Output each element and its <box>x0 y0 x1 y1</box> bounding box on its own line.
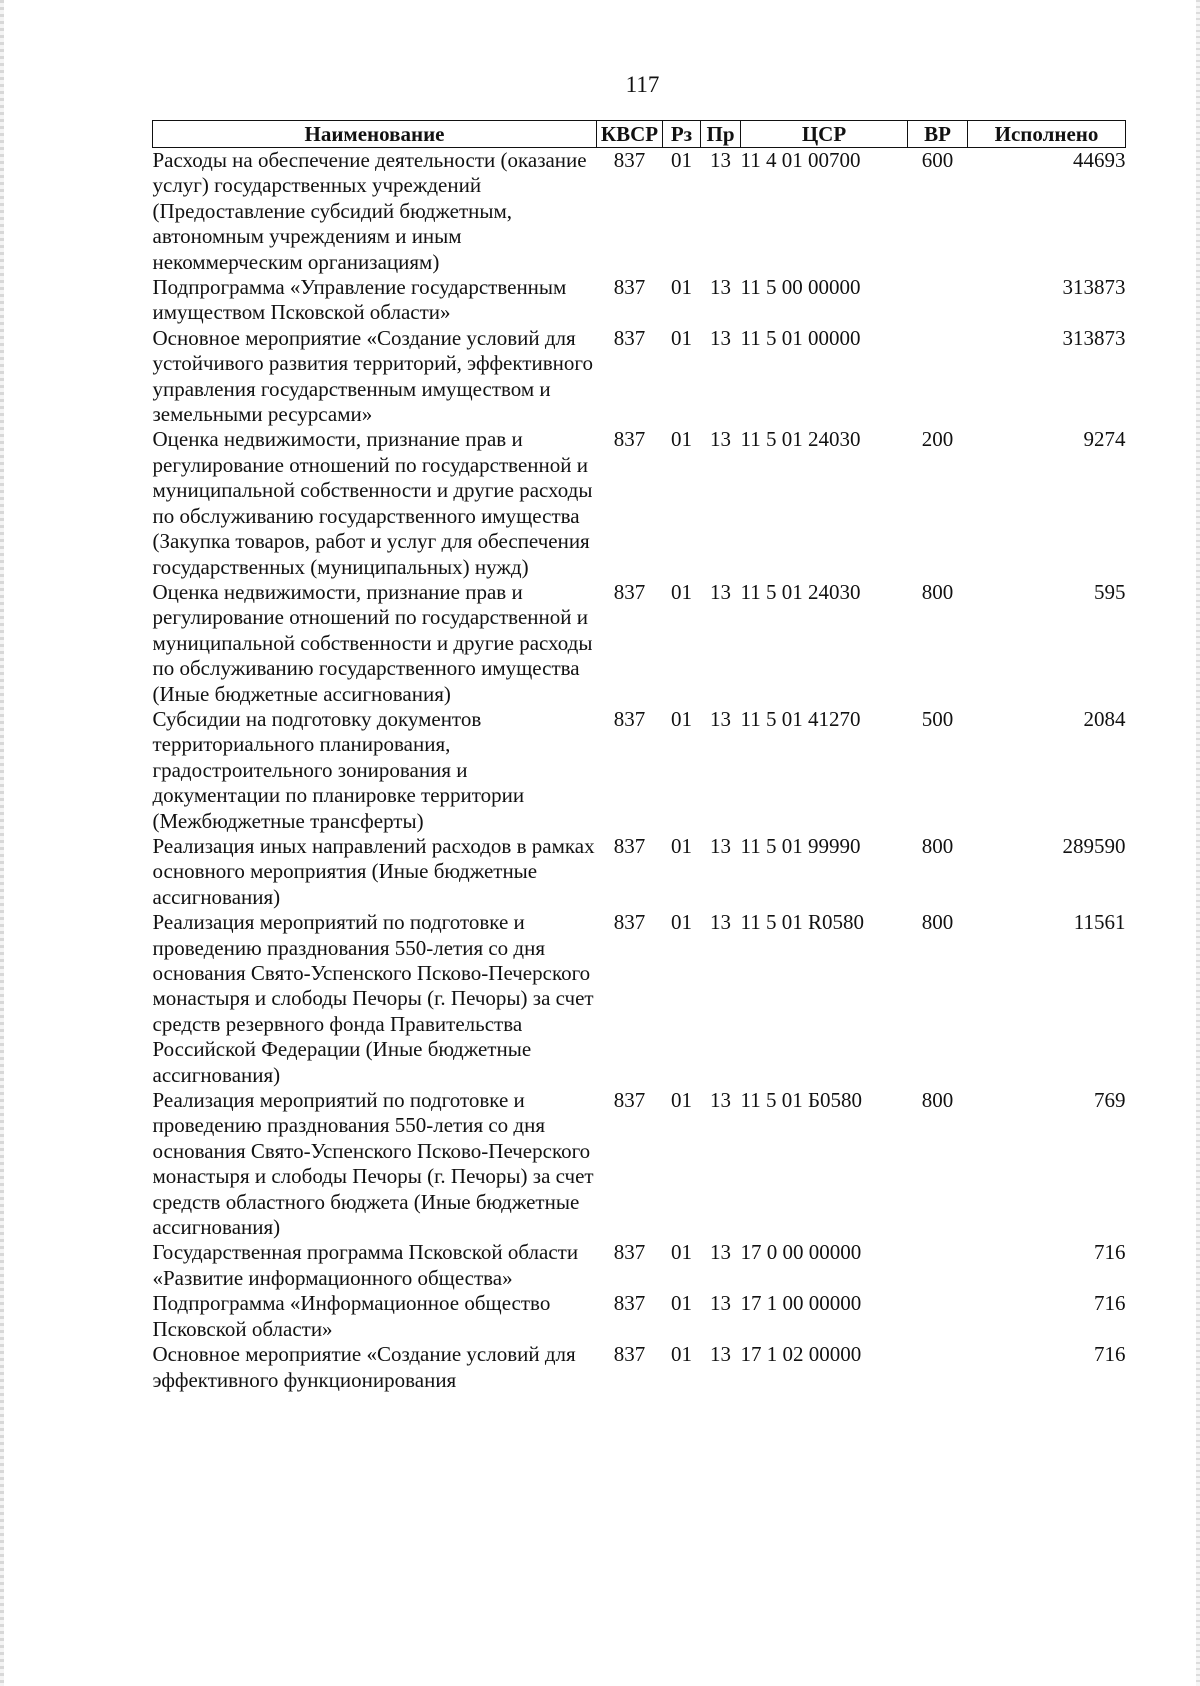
cell-rz: 01 <box>671 1342 692 1367</box>
cell-vr <box>908 1342 968 1393</box>
cell-kvsr: 837 <box>613 1240 646 1265</box>
cell-csr: 11 5 01 24030 <box>740 427 861 452</box>
cell-vr: 800 <box>921 833 954 858</box>
header-name: Наименование <box>153 121 597 148</box>
cell-kvsr: 837 <box>613 325 646 350</box>
cell-csr: 11 5 01 99990 <box>740 833 861 858</box>
cell-rz: 01 <box>671 579 692 604</box>
cell-pr: 13 <box>710 910 731 935</box>
cell-sum: 313873 <box>1062 275 1126 300</box>
cell-name: Подпрограмма «Управление государственным имуществом Псковской области» <box>152 275 567 325</box>
cell-pr: 13 <box>710 833 731 858</box>
table-row <box>153 326 1126 428</box>
cell-sum: 716 <box>1094 1291 1126 1316</box>
cell-vr: 600 <box>921 148 954 172</box>
cell-kvsr: 837 <box>613 275 646 300</box>
table-row <box>153 1342 1126 1393</box>
table-row <box>153 1088 1126 1240</box>
cell-sum: 44693 <box>1073 148 1126 172</box>
cell-rz: 01 <box>671 148 692 172</box>
scan-edge-left <box>0 0 4 1686</box>
cell-pr: 13 <box>710 148 731 172</box>
cell-kvsr: 837 <box>613 706 646 731</box>
cell-vr <box>908 326 968 428</box>
cell-name: Субсидии на подготовку документов территориального планирования, градостроительного зонирования и документации по планировке территории (Межбюджетные трансферты) <box>152 706 525 833</box>
table-row <box>153 580 1126 707</box>
header-row <box>153 121 1126 148</box>
cell-pr: 13 <box>710 1240 731 1265</box>
cell-csr: 11 5 01 24030 <box>740 579 861 604</box>
header-vr: ВР <box>908 121 968 148</box>
cell-csr: 11 5 01 Б0580 <box>740 1088 863 1113</box>
cell-name: Основное мероприятие «Создание условий для устойчивого развития территорий, эффективного управления государственным имуществом и земельными ресурсами» <box>152 325 593 427</box>
cell-rz: 01 <box>671 275 692 300</box>
cell-sum: 595 <box>1094 579 1126 604</box>
cell-name: Реализация мероприятий по подготовке и проведению празднования 550-летия со дня основания Свято-Успенского Псково-Печерского монастыря и слободы Печоры (г. Печоры) за счет средств областного бюджета (Иные бюджетные ассигнования) <box>152 1088 594 1240</box>
table-row <box>153 910 1126 1088</box>
cell-kvsr: 837 <box>613 579 646 604</box>
cell-sum: 769 <box>1094 1088 1126 1113</box>
cell-csr: 11 5 01 R0580 <box>740 910 864 935</box>
cell-sum: 289590 <box>1062 833 1126 858</box>
cell-vr: 800 <box>921 579 954 604</box>
cell-name: Оценка недвижимости, признание прав и регулирование отношений по государственной и муниципальной собственности и другие расходы по обслуживанию государственного имущества (Закупка товаров, работ и услуг для обеспечения государственных (муниципальных) нужд) <box>152 427 593 579</box>
table-row <box>153 834 1126 910</box>
cell-rz: 01 <box>671 325 692 350</box>
cell-vr <box>908 275 968 326</box>
cell-kvsr: 837 <box>613 910 646 935</box>
table-row <box>153 1291 1126 1342</box>
cell-pr: 13 <box>710 1088 731 1113</box>
cell-rz: 01 <box>671 427 692 452</box>
cell-rz: 01 <box>671 1088 692 1113</box>
cell-name: Оценка недвижимости, признание прав и регулирование отношений по государственной и муниципальной собственности и другие расходы по обслуживанию государственного имущества (Иные бюджетные ассигнования) <box>152 579 593 706</box>
cell-name: Основное мероприятие «Создание условий для эффективного функционирования <box>152 1342 576 1392</box>
header-csr: ЦСР <box>741 121 908 148</box>
cell-kvsr: 837 <box>613 833 646 858</box>
header-sum: Исполнено <box>968 121 1126 148</box>
cell-name: Расходы на обеспечение деятельности (оказание услуг) государственных учреждений (Предоставление субсидий бюджетным, автономным учреждениям и иным некоммерческим организациям) <box>152 148 587 274</box>
cell-csr: 11 5 01 00000 <box>740 325 861 350</box>
cell-rz: 01 <box>671 910 692 935</box>
table-row <box>153 427 1126 579</box>
cell-rz: 01 <box>671 1240 692 1265</box>
cell-kvsr: 837 <box>613 1342 646 1367</box>
cell-sum: 9274 <box>1083 427 1126 452</box>
cell-kvsr: 837 <box>613 148 646 172</box>
cell-kvsr: 837 <box>613 1088 646 1113</box>
cell-vr: 800 <box>921 910 954 935</box>
cell-vr: 200 <box>921 427 954 452</box>
cell-pr: 13 <box>710 427 731 452</box>
cell-pr: 13 <box>710 325 731 350</box>
cell-vr <box>908 1240 968 1291</box>
page-number: 117 <box>625 72 660 97</box>
cell-csr: 11 5 00 00000 <box>740 275 861 300</box>
scan-edge-right <box>1196 0 1200 1686</box>
cell-csr: 17 1 02 00000 <box>740 1342 862 1367</box>
table-row <box>153 275 1126 326</box>
cell-pr: 13 <box>710 706 731 731</box>
cell-sum: 716 <box>1094 1240 1126 1265</box>
budget-table <box>152 120 1126 1393</box>
cell-csr: 17 1 00 00000 <box>740 1291 862 1316</box>
cell-vr: 800 <box>921 1088 954 1113</box>
cell-sum: 2084 <box>1083 706 1126 731</box>
cell-pr: 13 <box>710 1291 731 1316</box>
cell-name: Подпрограмма «Информационное общество Псковской области» <box>152 1291 551 1341</box>
cell-csr: 17 0 00 00000 <box>740 1240 862 1265</box>
cell-pr: 13 <box>710 579 731 604</box>
cell-rz: 01 <box>671 706 692 731</box>
cell-kvsr: 837 <box>613 1291 646 1316</box>
table-row <box>153 707 1126 834</box>
cell-kvsr: 837 <box>613 427 646 452</box>
header-rz: Рз <box>663 121 701 148</box>
cell-rz: 01 <box>671 1291 692 1316</box>
header-pr: Пр <box>701 121 741 148</box>
cell-sum: 11561 <box>1073 910 1126 935</box>
cell-sum: 313873 <box>1062 325 1126 350</box>
cell-csr: 11 4 01 00700 <box>740 148 861 172</box>
cell-sum: 716 <box>1094 1342 1126 1367</box>
cell-name: Реализация мероприятий по подготовке и проведению празднования 550-летия со дня основания Свято-Успенского Псково-Печерского монастыря и слободы Печоры (г. Печоры) за счет средств резервного фонда Правительства Российской Федерации (Иные бюджетные ассигнования) <box>152 910 594 1087</box>
cell-rz: 01 <box>671 833 692 858</box>
cell-pr: 13 <box>710 275 731 300</box>
table-row <box>153 148 1126 276</box>
cell-vr: 500 <box>921 706 954 731</box>
header-kvsr: КВСР <box>597 121 663 148</box>
table-row <box>153 1240 1126 1291</box>
cell-pr: 13 <box>710 1342 731 1367</box>
cell-csr: 11 5 01 41270 <box>740 706 861 731</box>
cell-name: Государственная программа Псковской области «Развитие информационного общества» <box>152 1240 579 1290</box>
cell-name: Реализация иных направлений расходов в рамках основного мероприятия (Иные бюджетные ассигнования) <box>152 833 595 909</box>
cell-vr <box>908 1291 968 1342</box>
